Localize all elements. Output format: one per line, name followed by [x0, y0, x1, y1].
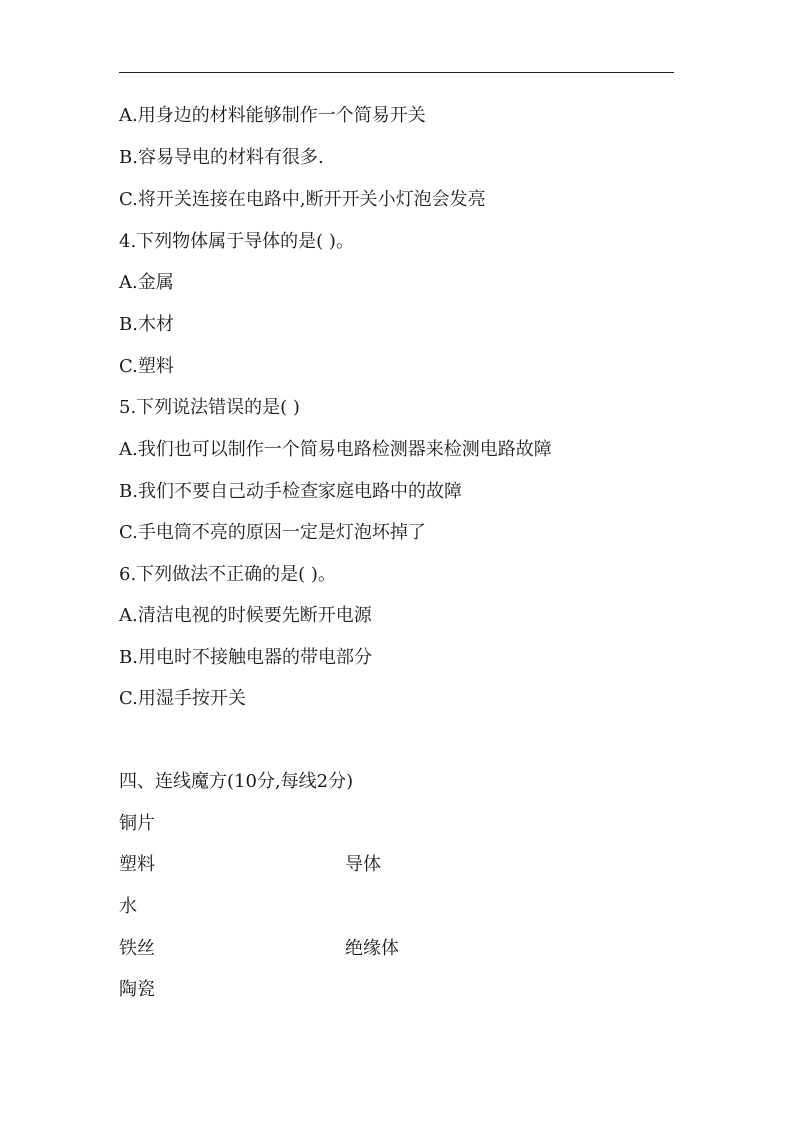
q6-option-a: A.清洁电视的时候要先断开电源 — [119, 605, 372, 626]
q5-option-a: A.我们也可以制作一个简易电路检测器来检测电路故障 — [119, 439, 552, 460]
q4-stem: 4.下列物体属于导体的是( )。 — [119, 231, 354, 252]
q3-option-c: C.将开关连接在电路中,断开开关小灯泡会发亮 — [119, 189, 486, 210]
q3-option-b: B.容易导电的材料有很多. — [119, 147, 324, 168]
match-left-item: 水 — [119, 896, 137, 917]
q5-option-c: C.手电筒不亮的原因一定是灯泡坏掉了 — [119, 522, 426, 543]
q6-option-c: C.用湿手按开关 — [119, 688, 246, 709]
match-left-item: 塑料 — [119, 854, 155, 875]
q4-option-a: A.金属 — [119, 272, 174, 293]
match-left-item: 陶瓷 — [119, 979, 155, 1000]
q5-option-b: B.我们不要自己动手检查家庭电路中的故障 — [119, 481, 462, 502]
q5-stem: 5.下列说法错误的是( ) — [119, 397, 300, 418]
q4-option-b: B.木材 — [119, 314, 174, 335]
q4-option-c: C.塑料 — [119, 356, 174, 377]
match-left-item: 铜片 — [119, 813, 155, 834]
q6-stem: 6.下列做法不正确的是( )。 — [119, 564, 336, 585]
q3-option-a: A.用身边的材料能够制作一个简易开关 — [119, 105, 426, 126]
section4-title: 四、连线魔方(10分,每线2分) — [119, 771, 354, 792]
match-left-item: 铁丝 — [119, 938, 155, 959]
match-right-item: 绝缘体 — [345, 938, 399, 959]
q6-option-b: B.用电时不接触电器的带电部分 — [119, 647, 372, 668]
match-right-item: 导体 — [345, 854, 381, 875]
header-rule — [119, 72, 674, 73]
